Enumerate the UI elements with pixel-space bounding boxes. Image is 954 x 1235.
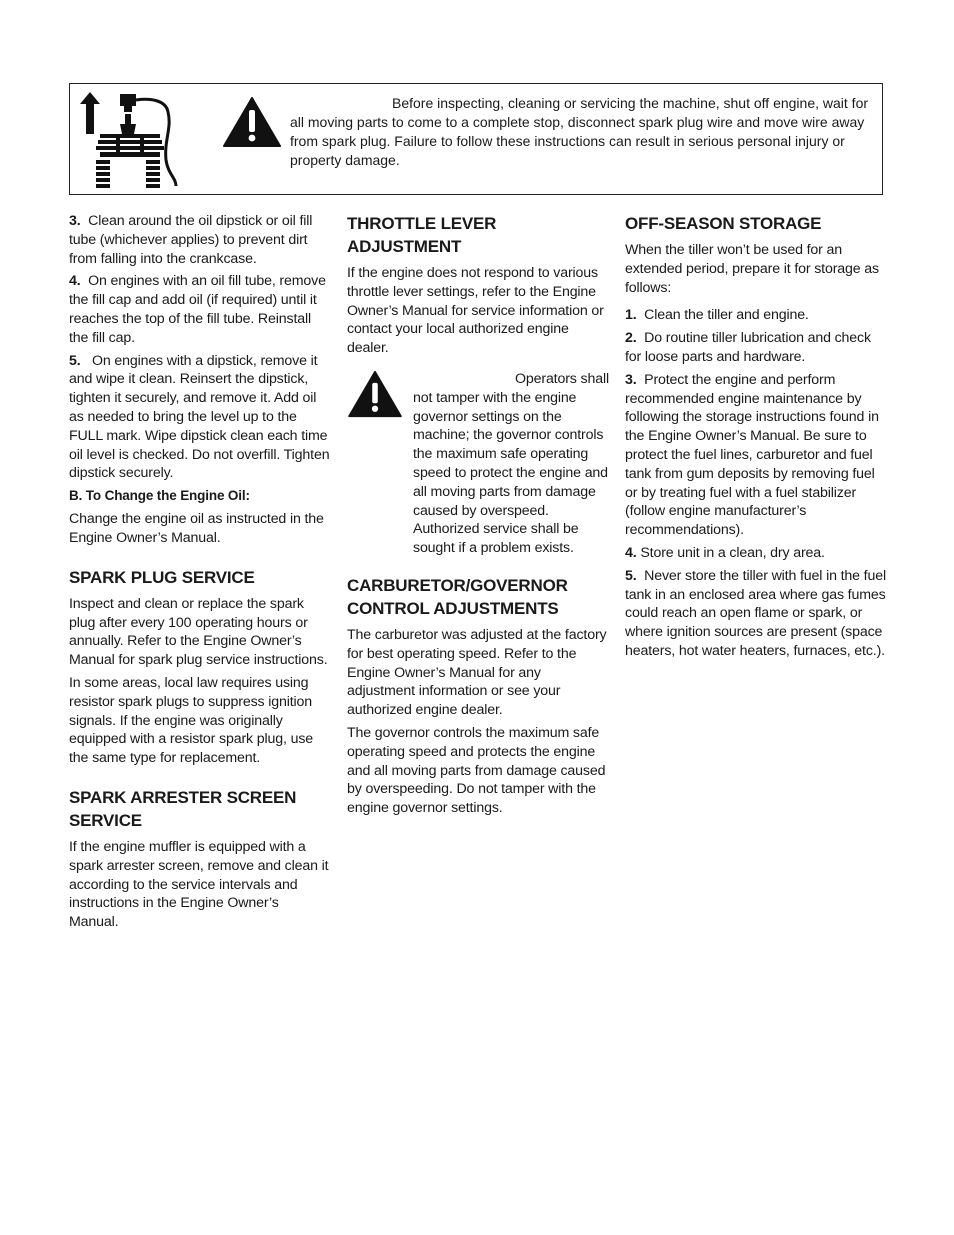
carburetor-paragraph-1: The carburetor was adjusted at the factory for best operating speed. Refer to the Engine Owner’s Manual for any adjustment information or see your authorized engine dealer. <box>347 626 607 719</box>
warning-text: Before inspecting, cleaning or servicing the machine, shut off engine, wait for all moving parts to come to a complete stop, disconnect spark plug wire and move wire away from spark plug. Failure to follow these instructions can result in serious personal injury or property damage. <box>290 95 869 168</box>
storage-step-5: 5. Never store the tiller with fuel in the fuel tank in an enclosed area where gas fumes could reach an open flame or spark, or where ignition sources are present (space heaters, hot water heaters, furnaces, etc.). <box>625 567 886 659</box>
storage-intro: When the tiller won’t be used for an extended period, prepare it for storage as follows: <box>625 242 879 296</box>
storage-step-3: 3. Protect the engine and perform recommended engine maintenance by following the storage instructions found in the Engine Owner’s Manual. Be sure to protect the fuel lines, carburetor and fuel tank from gum deposits by removing fuel or by treating fuel with a fuel stabilizer (follow engine manufacturer’s recommendations). <box>625 371 879 539</box>
oil-step-3: 3. Clean around the oil dipstick or oil fill tube (whichever applies) to prevent dirt from falling into the crankcase. <box>69 213 313 267</box>
oil-step-4: 4. On engines with an oil fill tube, remove the fill cap and add oil (if required) until it reaches the top of the fill tube. Reinstall the fill cap. <box>69 273 326 346</box>
carburetor-heading: CARBURETOR/GOVERNOR CONTROL ADJUSTMENTS <box>347 575 568 618</box>
throttle-heading: THROTTLE LEVER ADJUSTMENT <box>347 214 497 256</box>
storage-step-4: 4. Store unit in a clean, dry area. <box>625 544 825 561</box>
spark-arrester-paragraph: If the engine muffler is equipped with a spark arrester screen, remove and clean it according to the service intervals and instructions in the Engine Owner’s Manual. <box>69 838 329 931</box>
column-right <box>625 212 887 665</box>
warning-triangle-icon <box>222 96 282 148</box>
column-left <box>69 212 331 936</box>
storage-step-2: 2. Do routine tiller lubrication and check for loose parts and hardware. <box>625 330 871 365</box>
spark-plug-paragraph-2: In some areas, local law requires using resistor spark plugs to suppress ignition signals. If the engine was originally equipped with a resistor spark plug, use the same type for replacement. <box>69 674 313 767</box>
spark-plug-heading: SPARK PLUG SERVICE <box>69 567 255 587</box>
oil-step-5: 5. On engines with a dipstick, remove it and wipe it clean. Reinsert the dipstick, tighten it securely, and remove it. Add oil as needed to bring the level up to the FULL mark. Wipe dipstick clean each time oil level is checked. Do not overfill. Tighten dipstick securely. <box>69 352 330 482</box>
safety-warning-box <box>69 83 883 195</box>
governor-warning <box>347 370 609 560</box>
warning-triangle-icon <box>347 370 403 418</box>
storage-step-1: 1. Clean the tiller and engine. <box>625 307 809 324</box>
carburetor-paragraph-2: The governor controls the maximum safe operating speed and protects the engine and all moving parts from damage caused by overspeeding. Do not tamper with the engine governor settings. <box>347 724 606 817</box>
column-middle <box>347 212 609 822</box>
throttle-paragraph: If the engine does not respond to various throttle lever settings, refer to the Engine Owner’s Manual for service information or contact your local authorized engine dealer. <box>347 265 604 357</box>
change-oil-text: Change the engine oil as instructed in the Engine Owner’s Manual. <box>69 511 324 546</box>
spark-arrester-heading: SPARK ARRESTER SCREEN SERVICE <box>69 787 297 830</box>
spark-plug-disconnect-icon <box>80 90 180 192</box>
spark-plug-paragraph-1: Inspect and clean or replace the spark plug after every 100 operating hours or annually. Refer to the Engine Owner’s Manual for spark plug service instructions. <box>69 595 328 669</box>
storage-heading: OFF-SEASON STORAGE <box>625 214 822 233</box>
change-oil-subheading: B. To Change the Engine Oil: <box>69 488 250 504</box>
governor-warning-text: Operators shall not tamper with the engine governor settings on the machine; the governor controls the maximum safe operating speed to protect the engine and all moving parts from damage caused by overspeed. Authorized service shall be sought if a problem exists. <box>413 370 609 557</box>
